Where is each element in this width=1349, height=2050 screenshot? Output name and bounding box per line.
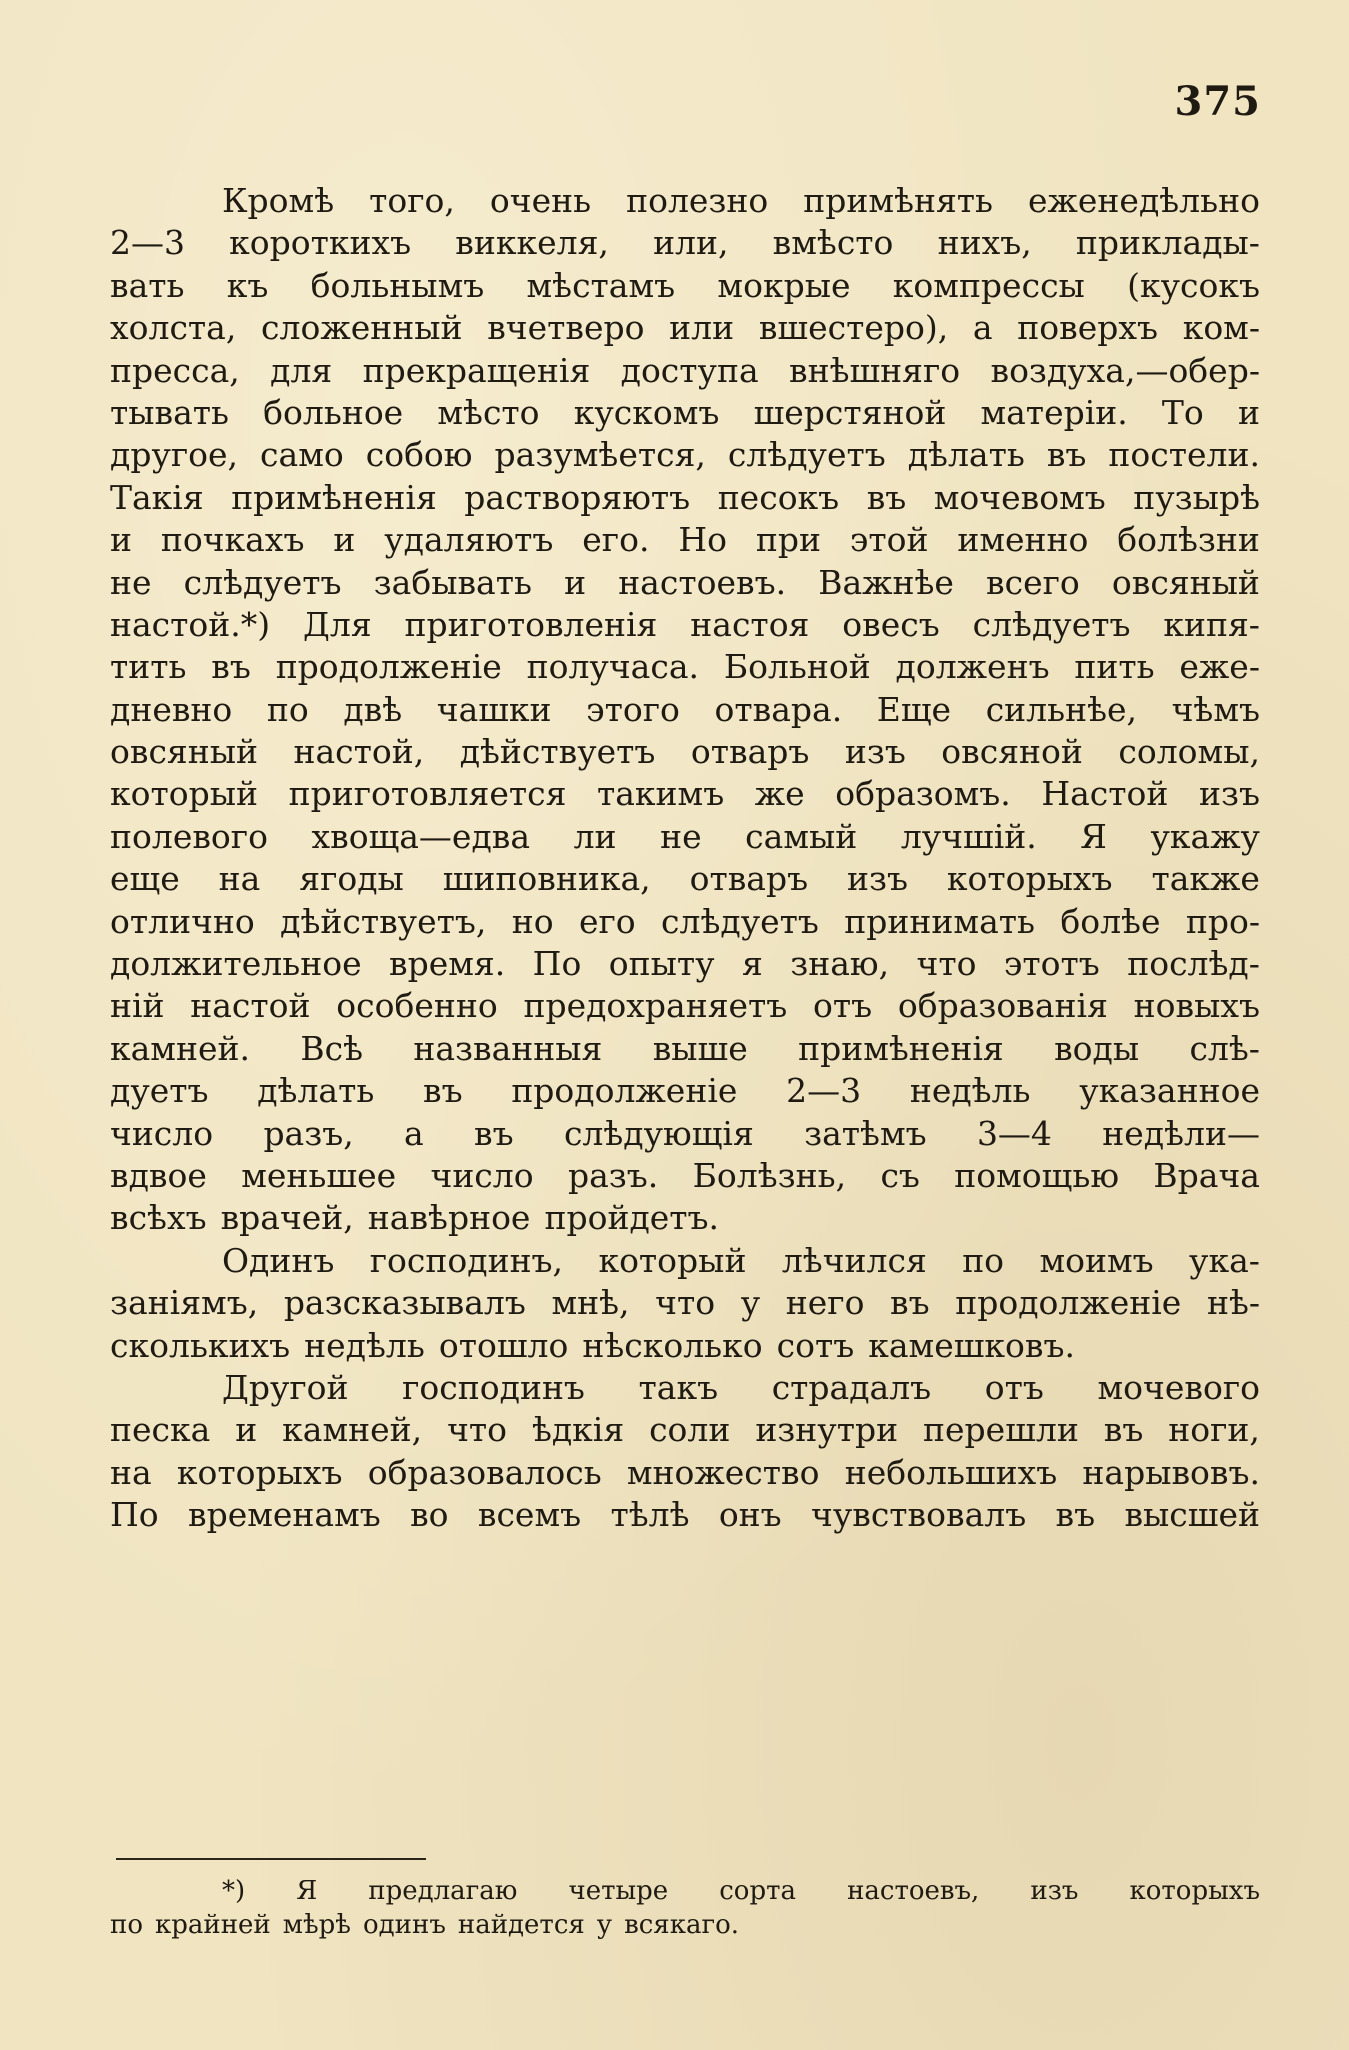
word: отлично: [110, 901, 255, 941]
word: моимъ: [1039, 1240, 1154, 1280]
word: Я: [296, 1876, 318, 1906]
word: отъ: [984, 1367, 1044, 1407]
text-line: [110, 1282, 1260, 1324]
word: въ: [211, 647, 251, 687]
word: чувствовалъ: [811, 1495, 1027, 1535]
word: мѣрѣ: [282, 1910, 351, 1940]
page-number: 375: [1174, 78, 1261, 125]
word: камней.: [110, 1028, 250, 1068]
word: овсяной: [941, 732, 1083, 772]
text-line: [110, 901, 1260, 943]
word: а: [404, 1113, 424, 1153]
word: ком-: [1182, 308, 1260, 348]
word: него: [785, 1283, 865, 1323]
word: что: [447, 1410, 508, 1450]
word: предлагаю: [368, 1876, 518, 1906]
word: разъ,: [263, 1113, 354, 1153]
word: и: [110, 520, 132, 560]
word: временамъ: [187, 1495, 381, 1535]
word: еженедѣльно: [1028, 181, 1260, 220]
word: *): [222, 1876, 246, 1906]
word: въ: [423, 1071, 463, 1111]
word: компрессы: [892, 265, 1085, 305]
word: Всѣ: [300, 1028, 363, 1068]
word: также: [1151, 859, 1260, 899]
word: отошло: [438, 1325, 569, 1365]
word: послѣд-: [1127, 944, 1260, 984]
word: шиповника,: [442, 859, 651, 899]
word: при: [755, 520, 821, 560]
word: изнутри: [755, 1410, 899, 1450]
word: удаляютъ: [384, 520, 554, 560]
word: съ: [880, 1155, 920, 1195]
word: слѣдуетъ: [972, 604, 1131, 644]
text-line: [110, 1494, 1260, 1536]
word: Врача: [1153, 1155, 1260, 1195]
word: число: [110, 1113, 214, 1153]
word: продолженіе: [275, 647, 502, 687]
word: которыхъ: [946, 859, 1113, 899]
text-line: [110, 731, 1260, 773]
word: слѣдуетъ: [661, 901, 819, 941]
word: мокрые: [717, 265, 851, 305]
text-line: [110, 816, 1260, 858]
word: само: [260, 435, 344, 475]
word: и: [1237, 392, 1260, 432]
word: которыхъ: [176, 1452, 343, 1492]
word: ній: [110, 986, 165, 1026]
word: пройдетъ.: [544, 1198, 720, 1238]
word: другое,: [110, 435, 239, 475]
word: сколькихъ: [110, 1325, 291, 1365]
word: заніямъ,: [110, 1283, 259, 1323]
word: этотъ: [1003, 944, 1100, 984]
word: затѣмъ: [804, 1113, 927, 1153]
text-line: [110, 350, 1260, 392]
word: шерстяной: [753, 392, 947, 432]
word: прекращенія: [362, 350, 591, 390]
text-line: [110, 1325, 1260, 1367]
word: настоевъ.: [618, 562, 787, 602]
word: еже-: [1179, 647, 1260, 687]
word: такъ: [638, 1367, 719, 1407]
word: что: [655, 1283, 716, 1323]
text-line: [110, 265, 1260, 307]
word: отъ: [813, 986, 873, 1026]
word: Кромѣ: [222, 181, 335, 220]
text-line: [110, 689, 1260, 731]
footnote-separator: [116, 1858, 426, 1860]
word: ноги,: [1168, 1410, 1260, 1450]
word: слѣдующія: [563, 1113, 754, 1153]
word: небольшихъ: [844, 1452, 1058, 1492]
word: мочевомъ: [933, 477, 1106, 517]
word: одинъ: [363, 1910, 446, 1940]
word: сложенный: [261, 308, 463, 348]
word: такимъ: [596, 774, 725, 814]
word: дневно: [110, 689, 233, 729]
text-line: [110, 222, 1260, 264]
word: слѣдуетъ: [183, 562, 342, 602]
word: въ: [866, 477, 907, 517]
word: полевого: [110, 816, 268, 856]
text-line: [110, 1367, 1260, 1409]
word: лучшій.: [900, 816, 1037, 856]
word: и: [333, 520, 356, 560]
word: Но: [678, 520, 727, 560]
word: постели.: [1108, 435, 1260, 475]
word: этой: [849, 520, 929, 560]
word: онъ: [718, 1495, 782, 1535]
word: дѣйствуетъ: [459, 732, 656, 772]
word: ѣдкія: [531, 1410, 625, 1450]
word: получаса.: [526, 647, 699, 687]
word: крайней: [154, 1910, 271, 1940]
word: сотъ: [776, 1325, 855, 1365]
word: знаю,: [790, 944, 890, 984]
word: доступа: [620, 350, 759, 390]
word: страдалъ: [771, 1367, 932, 1407]
word: Еще: [876, 689, 952, 729]
text-line: [110, 477, 1260, 519]
word: Болѣзнь,: [692, 1155, 847, 1195]
word: нѣ-: [1206, 1283, 1260, 1323]
word: изъ: [1198, 774, 1260, 814]
word: про-: [1185, 901, 1260, 941]
word: разсказывалъ: [283, 1283, 526, 1323]
word: принимать: [844, 901, 1035, 941]
word: меньшее: [241, 1155, 397, 1195]
word: и: [235, 1410, 258, 1450]
word: всего: [986, 562, 1080, 602]
word: всемъ: [477, 1495, 582, 1535]
word: дуетъ: [110, 1071, 209, 1111]
word: или,: [653, 223, 729, 263]
word: короткихъ: [229, 223, 412, 263]
word: Больной: [723, 647, 871, 687]
text-line: [110, 1028, 1260, 1070]
word: самый: [745, 816, 858, 856]
text-line: [110, 1113, 1260, 1155]
word: чѣмъ: [1171, 689, 1260, 729]
word: ягоды: [299, 859, 404, 899]
word: (кусокъ: [1127, 265, 1260, 305]
word: почкахъ: [160, 520, 305, 560]
word: предохраняетъ: [523, 986, 788, 1026]
word: настой: [190, 986, 311, 1026]
word: пить: [1074, 647, 1155, 687]
word: виккеля,: [455, 223, 609, 263]
footnote: [110, 1874, 1260, 1942]
word: въ: [474, 1113, 514, 1153]
word: а: [972, 308, 993, 348]
word: Настой: [1041, 774, 1169, 814]
word: вмѣсто: [772, 223, 894, 263]
word: матеріи.: [980, 392, 1128, 432]
text-line: [110, 943, 1260, 985]
word: для: [270, 350, 333, 390]
word: навѣрное: [367, 1198, 531, 1238]
text-line: [110, 1070, 1260, 1112]
word: на: [218, 859, 261, 899]
word: образомъ.: [835, 774, 1011, 814]
word: господинъ: [402, 1367, 585, 1407]
word: 2—3: [110, 223, 185, 263]
text-line: [110, 1452, 1260, 1494]
text-line: [110, 519, 1260, 561]
footnote-line: [110, 1908, 1260, 1942]
word: разъ.: [567, 1155, 659, 1195]
word: высшей: [1124, 1495, 1260, 1535]
word: вать: [110, 265, 185, 305]
word: настоевъ,: [847, 1876, 980, 1906]
word: не: [110, 562, 152, 602]
word: вчетверо: [487, 308, 645, 348]
word: кускомъ: [573, 392, 720, 432]
text-line: [110, 1409, 1260, 1451]
word: Я: [1080, 816, 1107, 856]
word: двѣ: [343, 689, 403, 729]
word: очень: [489, 181, 592, 220]
word: овсяный: [1111, 562, 1260, 602]
word: четыре: [568, 1876, 669, 1906]
word: не: [660, 816, 702, 856]
word: опыту: [608, 944, 715, 984]
text-line: [110, 307, 1260, 349]
word: То: [1161, 392, 1204, 432]
word: долженъ: [895, 647, 1050, 687]
word: у: [740, 1283, 761, 1323]
word: мнѣ,: [551, 1283, 630, 1323]
word: продолженіе: [511, 1071, 738, 1111]
word: въ: [1103, 1410, 1144, 1450]
word: еще: [110, 859, 180, 899]
word: именно: [957, 520, 1089, 560]
word: По: [532, 944, 582, 984]
word: образовалось: [367, 1452, 602, 1492]
word: Другой: [222, 1367, 349, 1407]
word: хвоща—едва: [311, 816, 531, 856]
word: примѣнять: [803, 181, 994, 220]
word: лѣчился: [781, 1240, 927, 1280]
word: но: [511, 901, 554, 941]
word: примѣненія: [798, 1028, 1004, 1068]
word: мочевого: [1097, 1367, 1260, 1407]
text-line: [110, 434, 1260, 476]
word: настой.*): [110, 604, 271, 644]
text-line: [110, 562, 1260, 604]
word: врачей,: [220, 1198, 354, 1238]
word: вдвое: [110, 1155, 207, 1195]
word: изъ: [1030, 1876, 1079, 1906]
word: Одинъ: [222, 1240, 335, 1280]
word: укажу: [1150, 816, 1260, 856]
word: должительное: [110, 944, 362, 984]
text-line: [110, 985, 1260, 1027]
word: же: [754, 774, 805, 814]
word: того,: [369, 181, 455, 220]
word: время.: [389, 944, 506, 984]
word: настоя: [690, 604, 810, 644]
word: овесъ: [842, 604, 940, 644]
word: пресса,: [110, 350, 240, 390]
word: собою: [365, 435, 473, 475]
word: камней,: [282, 1410, 423, 1450]
word: тывать: [110, 392, 229, 432]
word: песка: [110, 1410, 211, 1450]
footnote-line: [110, 1874, 1260, 1908]
word: сорта: [719, 1876, 796, 1906]
word: которыхъ: [1129, 1876, 1260, 1906]
word: поверхъ: [1017, 308, 1158, 348]
word: отваръ: [689, 859, 809, 899]
word: его.: [582, 520, 650, 560]
word: Важнѣе: [818, 562, 954, 602]
word: отваръ: [690, 732, 810, 772]
word: въ: [1055, 1495, 1096, 1535]
word: По: [110, 1495, 159, 1535]
word: выше: [652, 1028, 748, 1068]
text-line: [110, 392, 1260, 434]
word: мѣсто: [437, 392, 540, 432]
text-line: [110, 180, 1260, 222]
word: дѣлать: [907, 435, 1025, 475]
word: на: [110, 1452, 152, 1492]
word: внѣшняго: [789, 350, 961, 390]
word: помощью: [954, 1155, 1120, 1195]
word: холста,: [110, 308, 237, 348]
word: соломы,: [1118, 732, 1260, 772]
word: тить: [110, 647, 187, 687]
word: дѣлать: [257, 1071, 375, 1111]
word: настой,: [293, 732, 425, 772]
word: господинъ,: [369, 1240, 564, 1280]
word: недѣль: [304, 1325, 425, 1365]
word: перешли: [923, 1410, 1079, 1450]
word: нихъ,: [937, 223, 1032, 263]
text-line: [110, 604, 1260, 646]
word: у: [596, 1910, 613, 1940]
word: кипя-: [1163, 604, 1260, 644]
word: разумѣется,: [494, 435, 706, 475]
text-line: [110, 1197, 1260, 1239]
word: продолженіе: [955, 1283, 1182, 1323]
word: по: [110, 1910, 143, 1940]
word: 2—3: [786, 1071, 862, 1111]
text-line: [110, 858, 1260, 900]
word: особенно: [336, 986, 498, 1026]
word: въ: [890, 1283, 930, 1323]
word: растворяютъ: [464, 477, 691, 517]
word: нѣсколько: [582, 1325, 763, 1365]
word: по: [962, 1240, 1005, 1280]
text-line: [110, 646, 1260, 688]
word: въ: [1046, 435, 1087, 475]
word: всякаго.: [624, 1910, 739, 1940]
word: вшестеро),: [758, 308, 949, 348]
word: или: [669, 308, 735, 348]
word: новыхъ: [1133, 986, 1260, 1026]
word: полезно: [626, 181, 769, 220]
word: нарывовъ.: [1082, 1452, 1260, 1492]
word: по: [266, 689, 309, 729]
word: воздуха,—обер-: [990, 350, 1260, 390]
word: слѣдуетъ: [727, 435, 886, 475]
word: отвара.: [714, 689, 843, 729]
word: къ: [226, 265, 269, 305]
main-text: [110, 180, 1260, 1537]
word: всѣхъ: [110, 1198, 207, 1238]
word: образованія: [897, 986, 1108, 1026]
word: который: [110, 774, 259, 814]
word: число: [430, 1155, 534, 1195]
word: изъ: [844, 732, 906, 772]
word: слѣ-: [1189, 1028, 1260, 1068]
word: и: [564, 562, 587, 602]
word: что: [916, 944, 977, 984]
word: недѣль: [909, 1071, 1031, 1111]
word: который: [598, 1240, 747, 1280]
word: пузырѣ: [1133, 477, 1260, 517]
word: болѣзни: [1117, 520, 1260, 560]
word: Такія: [110, 477, 204, 517]
word: во: [410, 1495, 449, 1535]
word: недѣли—: [1102, 1113, 1260, 1153]
word: названныя: [413, 1028, 603, 1068]
word: тѣлѣ: [610, 1495, 690, 1535]
word: изъ: [847, 859, 908, 899]
word: забывать: [373, 562, 532, 602]
text-line: [110, 773, 1260, 815]
word: множество: [626, 1452, 820, 1492]
word: ука-: [1189, 1240, 1260, 1280]
word: дѣйствуетъ,: [280, 901, 487, 941]
word: я: [741, 944, 763, 984]
text-line: [110, 1240, 1260, 1282]
word: болѣе: [1060, 901, 1161, 941]
word: ли: [573, 816, 617, 856]
word: его: [578, 901, 636, 941]
word: приготовленія: [404, 604, 658, 644]
word: мѣстамъ: [526, 265, 676, 305]
word: больное: [263, 392, 404, 432]
word: камешковъ.: [868, 1325, 1075, 1365]
word: чашки: [436, 689, 552, 729]
word: сильнѣе,: [985, 689, 1138, 729]
word: воды: [1054, 1028, 1140, 1068]
word: овсяный: [110, 732, 259, 772]
word: больнымъ: [310, 265, 485, 305]
word: этого: [586, 689, 680, 729]
word: соли: [649, 1410, 731, 1450]
word: 3—4: [976, 1113, 1052, 1153]
word: Для: [303, 604, 372, 644]
text-line: [110, 1155, 1260, 1197]
word: приклады-: [1075, 223, 1260, 263]
word: приготовляется: [288, 774, 567, 814]
word: найдется: [457, 1910, 585, 1940]
word: песокъ: [717, 477, 840, 517]
word: примѣненія: [231, 477, 437, 517]
word: указанное: [1079, 1071, 1260, 1111]
